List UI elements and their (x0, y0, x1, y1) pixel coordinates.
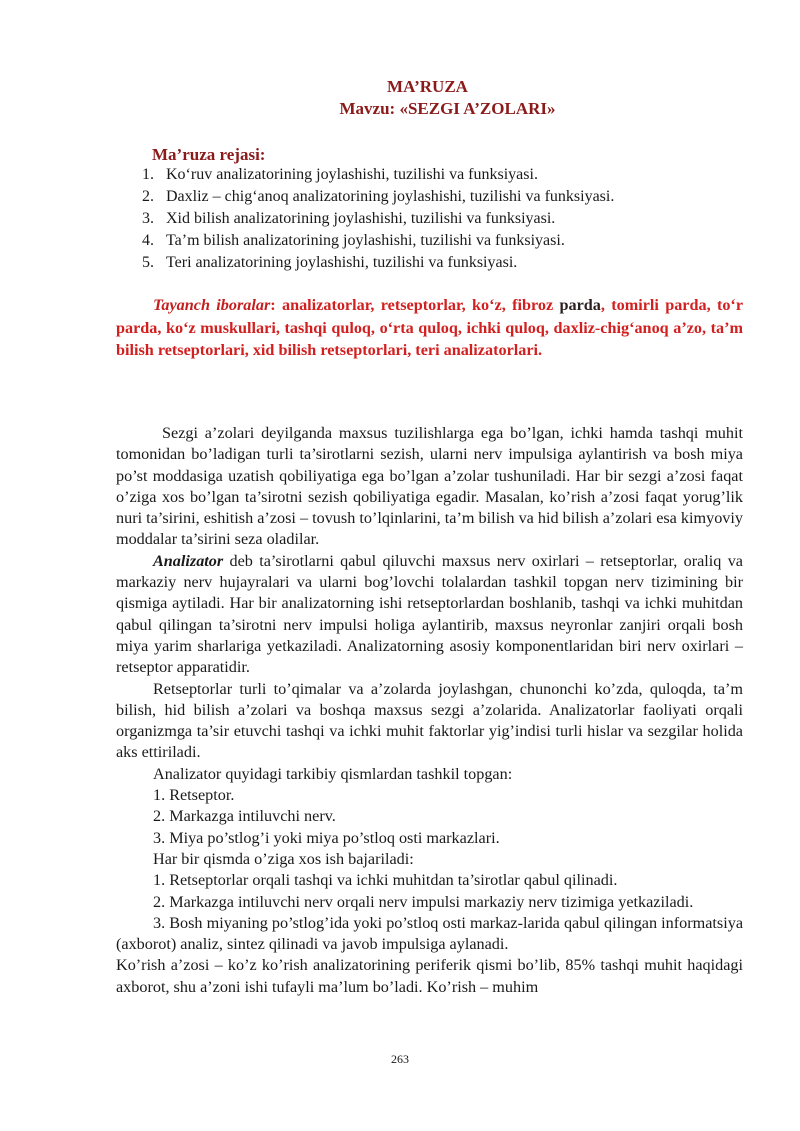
body-list-item: 2. Markazga intiluvchi nerv orqali nerv impulsi markaziy nerv tizimiga yetkaziladi. (153, 892, 694, 911)
key-terms-part-3: , tomirli parda, to‘r parda, ko‘z muskullari, tashqi quloq, o‘rta quloq, ichki quloq, daxliz-chig‘anoq a’zo, ta’m bilish retseptorlari, xid bilish retseptorlari, teri analizatorlari. (116, 296, 744, 359)
plan-item (142, 164, 614, 186)
body-list-item: 1. Retseptorlar orqali tashqi va ichki muhitdan ta’sirotlar qabul qilinadi. (153, 871, 618, 890)
key-terms-label: Tayanch iboralar (153, 296, 271, 314)
plan-item-number: 3. (142, 210, 154, 227)
key-terms-paragraph (116, 294, 743, 362)
plan-item (142, 186, 614, 208)
analyzer-term: Analizator (153, 551, 224, 570)
plan-item-text: Ko‘ruv analizatorining joylashishi, tuzilishi va funksiyasi. (166, 166, 538, 183)
plan-item-text: Xid bilish analizatorining joylashishi, tuzilishi va funksiyasi. (166, 210, 556, 227)
plan-item (142, 252, 614, 274)
key-terms-part-1: analizatorlar, retseptorlar, ko‘z, fibroz (281, 296, 560, 314)
lecture-topic: Mavzu: «SEZGI A’ZOLARI» (339, 99, 556, 118)
body-paragraph: Analizator quyidagi tarkibiy qismlardan tashkil topgan: (153, 764, 513, 783)
plan-item-number: 2. (142, 188, 154, 205)
plan-item (142, 230, 614, 252)
plan-item-number: 5. (142, 254, 154, 271)
body-paragraph: Ko’rish a’zosi – ko’z ko’rish analizatorining periferik qismi bo’lib, 85% tashqi muhit haqidagi axborot, shu a’zoni ishi tufayli ma’lum bo’ladi. Ko’rish – muhim (116, 956, 743, 996)
body-list-item: 3. Miya po’stlog’i yoki miya po’stloq osti markazlari. (153, 828, 500, 847)
plan-item-text: Ta’m bilish analizatorining joylashishi, tuzilishi va funksiyasi. (166, 232, 565, 249)
plan-list (142, 164, 614, 274)
lecture-title: MA’RUZA (387, 77, 468, 96)
analyzer-definition: deb ta’sirotlarni qabul qiluvchi maxsus nerv oxirlari – retseptorlar, oraliq va markaziy nerv hujayralari va ularni bog’lovchi tolalardan tashkil topgan nerv tizimining bir qismiga aytiladi. Har bir analizatorning ishi retseptorlardan boshlanib, tashqi va ichki muhitdan qabul qilingan ta’sirotni nerv impulsi holiga aylantirib, maxsus neyronlar zanjiri orqali bosh miya yarim sharlariga yetkaziladi. Analizatorning asosiy komponentlaridan biri nerv oxirlari – retseptor apparatidir. (116, 551, 743, 677)
plan-item (142, 208, 614, 230)
plan-item-number: 4. (142, 232, 154, 249)
body-list-item: 2. Markazga intiluvchi nerv. (153, 807, 336, 826)
body-list-item: 1. Retseptor. (153, 786, 235, 805)
plan-item-text: Daxliz – chig‘anoq analizatorining joylashishi, tuzilishi va funksiyasi. (166, 188, 615, 205)
plan-item-text: Teri analizatorining joylashishi, tuzilishi va funksiyasi. (166, 254, 518, 271)
key-terms-colon: : (270, 296, 282, 314)
body-paragraph: Sezgi a’zolari deyilganda maxsus tuzilishlarga ega bo’lgan, ichki hamda tashqi muhit tomonidan bo’ladigan turli ta’sirotlarni sezish, ularni nerv impulsiga aylantirish va bosh miya po’st moddasiga uzatish qobiliyatiga ega bo’lgan a’zolar tushuniladi. Har bir sezgi a’zosi faqat o’ziga xos bo’lgan ta’sirotni sezish qobiliyatiga egadir. Masalan, ko’rish a’zosi faqat yorug’lik nuri ta’sirini, eshitish a’zosi – tovush to’lqinlarini, ta’m bilish va hid bilish a’zolari esa kimyoviy moddalar ta’sirini seza oladilar. (116, 424, 743, 549)
body-list-item: 3. Bosh miyaning po’stlog’ida yoki po’stloq osti markaz-larida qabul qilingan informatsiya (axborot) analiz, sintez qilinadi va javob impulsiga aylanadi. (116, 913, 743, 954)
plan-heading: Ma’ruza rejasi: (152, 145, 266, 164)
body-paragraph: Har bir qismda o’ziga xos ish bajariladi: (153, 849, 414, 868)
body-paragraph (116, 551, 743, 679)
plan-item-number: 1. (142, 166, 154, 183)
body-paragraph: Retseptorlar turli to’qimalar va a’zolarda joylashgan, chunonchi ko’zda, quloqda, ta’m bilish, hid bilish a’zolari va boshqa maxsus sezgi a’zolarida. Analizatorlar faoliyati orqali organizmga ta’sir etuvchi tashqi va ichki muhit faktorlar yig’indisi turli hislar va sezgilar holida aks ettiriladi. (116, 679, 743, 762)
page-number: 263 (391, 1052, 409, 1066)
key-terms-part-2: parda (559, 296, 601, 314)
lecture-body (116, 423, 743, 998)
